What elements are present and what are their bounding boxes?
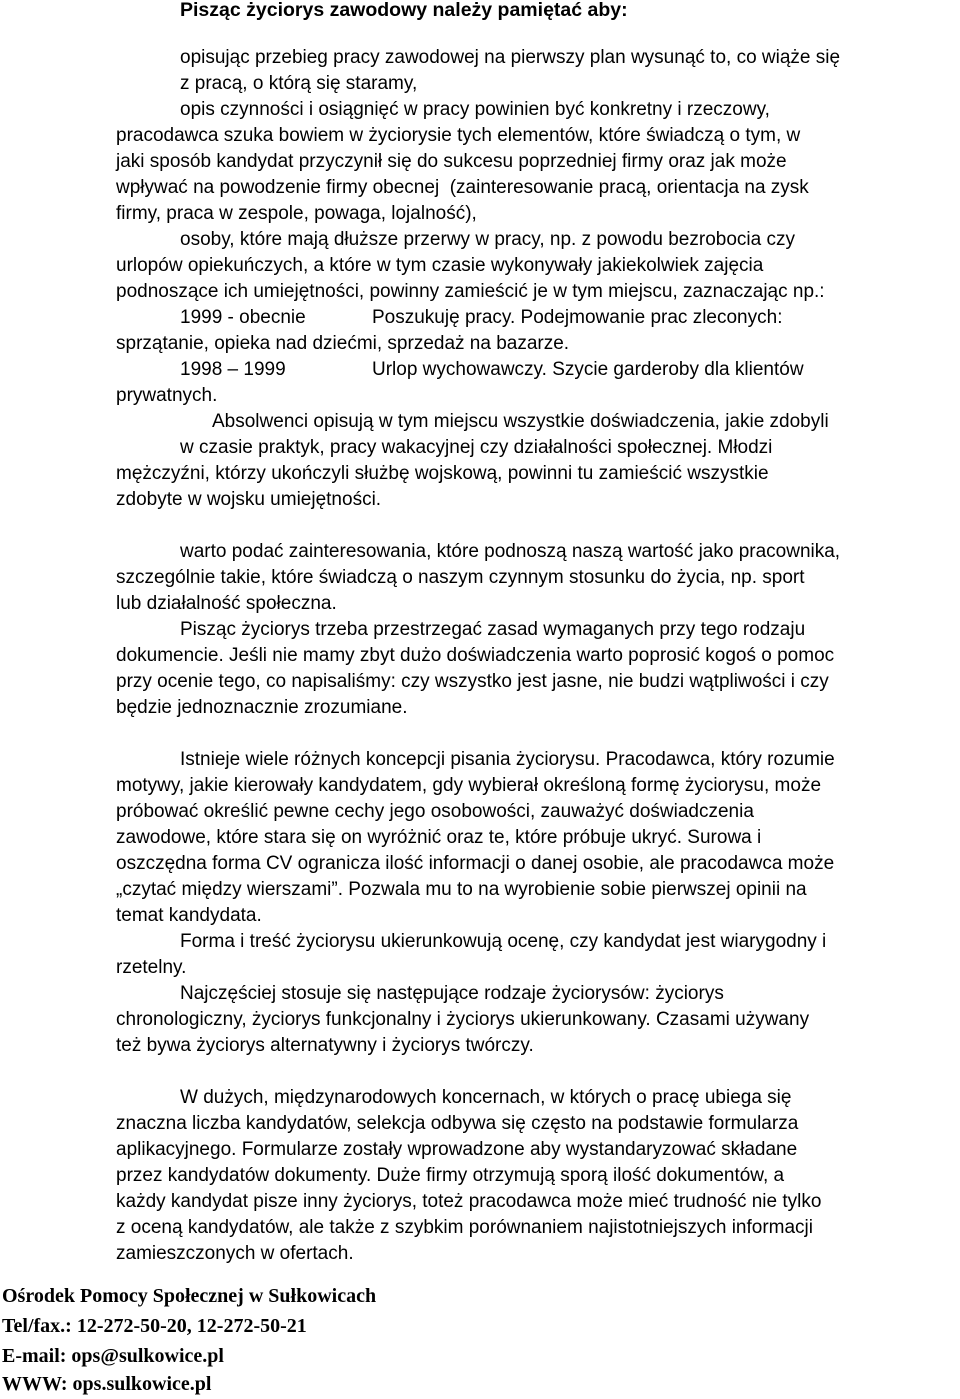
text-line: sprzątanie, opieka nad dziećmi, sprzedaż na bazarze. (116, 333, 570, 354)
text-line: zamieszczonych w ofertach. (116, 1243, 354, 1264)
text-line: będzie jednoznacznie zrozumiane. (116, 697, 408, 718)
text-line: znaczna liczba kandydatów, selekcja odbywa się często na podstawie formularza (116, 1113, 799, 1134)
text-line: motywy, jakie kierowały kandydatem, gdy wybierał określoną formę życiorysu, może (116, 775, 822, 796)
text-line: chronologiczny, życiorys funkcjonalny i życiorys ukierunkowany. Czasami używany (116, 1009, 810, 1030)
text-line: w czasie praktyk, pracy wakacyjnej czy działalności społecznej. Młodzi (180, 437, 773, 458)
text-line: „czytać między wierszami”. Pozwala mu to na wyrobienie sobie pierwszej opinii na (116, 879, 807, 900)
text-line: Poszukuję pracy. Podejmowanie prac zleconych: (372, 307, 783, 328)
text-line: zdobyte w wojsku umiejętności. (116, 489, 382, 510)
footer-tel: Tel/fax.: 12-272-50-20, 12-272-50-21 (2, 1315, 307, 1337)
text-line: mężczyźni, którzy ukończyli służbę wojskową, powinni tu zamieścić wszystkie (116, 463, 769, 484)
text-line: Istnieje wiele różnych koncepcji pisania życiorysu. Pracodawca, który rozumie (180, 749, 835, 770)
text-line: oszczędna forma CV ogranicza ilość informacji o danej osobie, ale pracodawca może (116, 853, 835, 874)
text-line: opis czynności i osiągnięć w pracy powinien być konkretny i rzeczowy, (180, 99, 770, 120)
text-line: Forma i treść życiorysu ukierunkowują ocenę, czy kandydat jest wiarygodny i (180, 931, 827, 952)
text-line: Absolwenci opisują w tym miejscu wszystkie doświadczenia, jakie zdobyli (212, 411, 829, 432)
text-line: rzetelny. (116, 957, 187, 978)
text-line: warto podać zainteresowania, które podnoszą naszą wartość jako pracownika, (180, 541, 841, 562)
page-heading: Pisząc życiorys zawodowy należy pamiętać aby: (180, 0, 628, 21)
text-line: zawodowe, które stara się on wyróżnić oraz te, które próbuje ukryć. Surowa i (116, 827, 762, 848)
text-line: firmy, praca w zespole, powaga, lojalność), (116, 203, 477, 224)
footer-org: Ośrodek Pomocy Społecznej w Sułkowicach (2, 1285, 377, 1307)
text-line: opisując przebieg pracy zawodowej na pierwszy plan wysunąć to, co wiąże się (180, 47, 841, 68)
date-range: 1999 - obecnie (180, 307, 306, 328)
text-line: wpływać na powodzenie firmy obecnej (zainteresowanie pracą, orientacja na zysk (116, 177, 809, 198)
text-line: urlopów opiekuńczych, a które w tym czasie wykonywały jakiekolwiek zajęcia (116, 255, 764, 276)
footer-email: E-mail: ops@sulkowice.pl (2, 1345, 224, 1367)
text-line: temat kandydata. (116, 905, 262, 926)
text-line: z pracą, o którą się staramy, (180, 73, 418, 94)
footer-www: WWW: ops.sulkowice.pl (2, 1373, 212, 1395)
text-line: Urlop wychowawczy. Szycie garderoby dla klientów (372, 359, 804, 380)
text-line: aplikacyjnego. Formularze zostały wprowadzone aby wystandaryzować składane (116, 1139, 798, 1160)
text-line: osoby, które mają dłuższe przerwy w pracy, np. z powodu bezrobocia czy (180, 229, 795, 250)
text-line: lub działalność społeczna. (116, 593, 337, 614)
text-line: pracodawca szuka bowiem w życiorysie tych elementów, które świadczą o tym, w (116, 125, 801, 146)
text-line: podnoszące ich umiejętności, powinny zamieścić je w tym miejscu, zaznaczając np.: (116, 281, 825, 302)
text-line: prywatnych. (116, 385, 218, 406)
text-line: jaki sposób kandydat przyczynił się do sukcesu poprzedniej firmy oraz jak może (116, 151, 787, 172)
text-line: każdy kandydat pisze inny życiorys, toteż pracodawca może mieć trudność nie tylko (116, 1191, 822, 1212)
text-line: szczególnie takie, które świadczą o naszym czynnym stosunku do życia, np. sport (116, 567, 805, 588)
date-range: 1998 – 1999 (180, 359, 286, 380)
text-line: przez kandydatów dokumenty. Duże firmy otrzymują sporą ilość dokumentów, a (116, 1165, 785, 1186)
text-line: z oceną kandydatów, ale także z szybkim porównaniem najistotniejszych informacji (116, 1217, 813, 1238)
text-line: dokumencie. Jeśli nie mamy zbyt dużo doświadczenia warto poprosić kogoś o pomoc (116, 645, 835, 666)
text-line: próbować określić pewne cechy jego osobowości, zauważyć doświadczenia (116, 801, 754, 822)
text-line: W dużych, międzynarodowych koncernach, w których o pracę ubiega się (180, 1087, 792, 1108)
text-line: też bywa życiorys alternatywny i życiorys twórczy. (116, 1035, 534, 1056)
text-line: przy ocenie tego, co napisaliśmy: czy wszystko jest jasne, nie budzi wątpliwości i czy (116, 671, 829, 692)
text-line: Najczęściej stosuje się następujące rodzaje życiorysów: życiorys (180, 983, 724, 1004)
text-line: Pisząc życiorys trzeba przestrzegać zasad wymaganych przy tego rodzaju (180, 619, 806, 640)
